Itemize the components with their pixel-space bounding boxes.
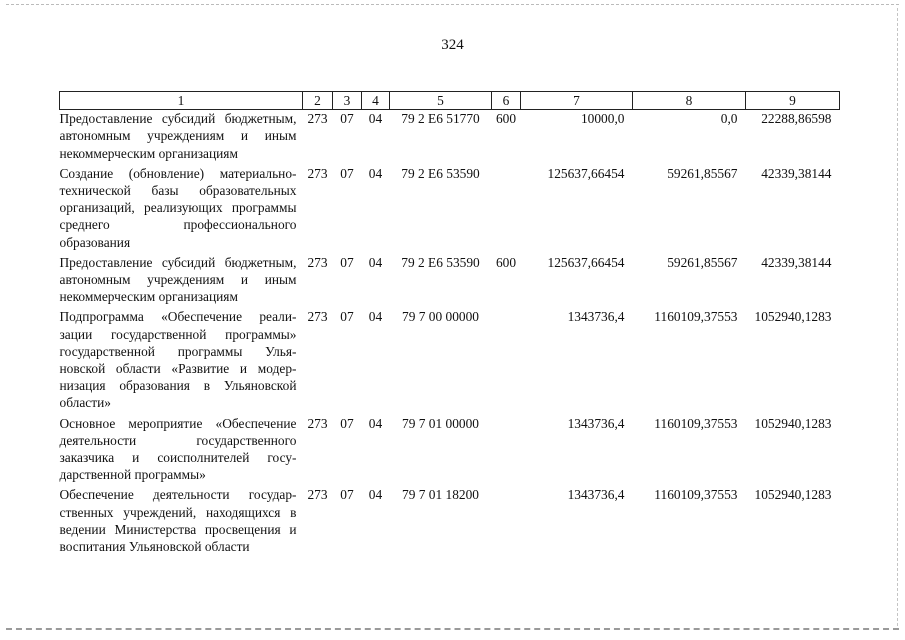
cell-amount-7: 1343736,4 bbox=[567, 309, 625, 325]
cell-section: 07 bbox=[340, 309, 354, 325]
cell-expense-type bbox=[492, 165, 521, 254]
column-header: 5 bbox=[390, 92, 492, 110]
cell-code: 273 bbox=[307, 415, 328, 431]
column-header: 2 bbox=[303, 92, 333, 110]
cell-code: 273 bbox=[307, 254, 328, 270]
cell-amount-8: 59261,85567 bbox=[667, 165, 738, 181]
cell-subsection: 04 bbox=[368, 165, 383, 181]
cell-amount-8: 0,0 bbox=[720, 111, 738, 127]
cell-target-article: 79 7 00 00000 bbox=[402, 309, 479, 325]
cell-amount-9: 1052940,1283 bbox=[754, 487, 832, 503]
cell-amount-8: 1160109,37553 bbox=[654, 415, 738, 431]
cell-section: 07 bbox=[340, 415, 354, 431]
cell-target-article: 79 2 Е6 53590 bbox=[401, 165, 480, 181]
cell-expense-type: 600 bbox=[495, 111, 517, 127]
scan-edge-top bbox=[6, 4, 899, 5]
cell-target-article: 79 2 Е6 53590 bbox=[401, 254, 480, 270]
cell-amount-9: 1052940,1283 bbox=[754, 309, 832, 325]
table-row bbox=[60, 110, 840, 165]
column-header: 7 bbox=[521, 92, 633, 110]
column-header: 8 bbox=[633, 92, 746, 110]
cell-subsection: 04 bbox=[368, 415, 383, 431]
cell-amount-9: 22288,86598 bbox=[761, 111, 832, 127]
column-header: 9 bbox=[746, 92, 840, 110]
cell-subsection: 04 bbox=[368, 254, 383, 270]
row-name: Создание (обновление) материально-технической базы образовательных организаций, реализующих программы среднего профессионального образования bbox=[59, 165, 297, 250]
row-name: Предоставление субсидий бюджетным, автономным учреждениям и иным некоммерческим организациям bbox=[59, 254, 297, 305]
cell-expense-type: 600 bbox=[495, 254, 517, 270]
cell-code: 273 bbox=[307, 487, 328, 503]
cell-amount-7: 125637,66454 bbox=[547, 254, 625, 270]
cell-section: 07 bbox=[340, 165, 354, 181]
cell-section: 07 bbox=[340, 487, 354, 503]
table-row bbox=[60, 165, 840, 254]
cell-section: 07 bbox=[340, 111, 354, 127]
cell-amount-9: 1052940,1283 bbox=[754, 415, 832, 431]
cell-code: 273 bbox=[307, 165, 328, 181]
column-header: 3 bbox=[333, 92, 362, 110]
row-name: Обеспечение деятельности государственных учреждений, находящихся в ведении Министерства просвещения и воспитания Ульяновской области bbox=[59, 487, 297, 555]
table-row bbox=[60, 486, 840, 558]
scan-edge-bottom bbox=[6, 628, 899, 630]
table-row bbox=[60, 308, 840, 414]
cell-amount-9: 42339,38144 bbox=[761, 254, 832, 270]
cell-amount-9: 42339,38144 bbox=[761, 165, 832, 181]
cell-expense-type bbox=[492, 415, 521, 487]
budget-table bbox=[59, 91, 840, 558]
cell-amount-8: 59261,85567 bbox=[667, 254, 738, 270]
cell-target-article: 79 7 01 00000 bbox=[402, 415, 479, 431]
table-row bbox=[60, 254, 840, 309]
column-header: 6 bbox=[492, 92, 521, 110]
scan-edge-right bbox=[897, 8, 898, 626]
row-name: Подпрограмма «Обеспечение реализации государственной программы» государственной программы Ульяновской области «Развитие и модернизация образования в Ульяновской области» bbox=[59, 309, 297, 411]
cell-code: 273 bbox=[307, 309, 328, 325]
row-name: Основное мероприятие «Обеспечение деятельности государственного заказчика и соисполнителей государственной программы» bbox=[59, 415, 297, 483]
cell-amount-7: 1343736,4 bbox=[567, 487, 625, 503]
cell-expense-type bbox=[492, 308, 521, 414]
cell-amount-8: 1160109,37553 bbox=[654, 309, 738, 325]
cell-target-article: 79 7 01 18200 bbox=[402, 487, 479, 503]
row-name: Предоставление субсидий бюджетным, автономным учреждениям и иным некоммерческим организациям bbox=[59, 111, 297, 161]
cell-subsection: 04 bbox=[368, 487, 383, 503]
column-header: 1 bbox=[60, 92, 303, 110]
cell-subsection: 04 bbox=[368, 111, 383, 127]
cell-subsection: 04 bbox=[368, 309, 383, 325]
header-row bbox=[60, 92, 840, 110]
cell-code: 273 bbox=[307, 111, 328, 127]
page-number: 324 bbox=[441, 37, 464, 53]
cell-amount-7: 10000,0 bbox=[580, 111, 625, 127]
cell-amount-7: 125637,66454 bbox=[547, 165, 625, 181]
cell-target-article: 79 2 Е6 51770 bbox=[401, 111, 480, 127]
table-row bbox=[60, 415, 840, 487]
cell-expense-type bbox=[492, 486, 521, 558]
cell-section: 07 bbox=[340, 254, 354, 270]
cell-amount-8: 1160109,37553 bbox=[654, 487, 738, 503]
column-header: 4 bbox=[362, 92, 390, 110]
cell-amount-7: 1343736,4 bbox=[567, 415, 625, 431]
